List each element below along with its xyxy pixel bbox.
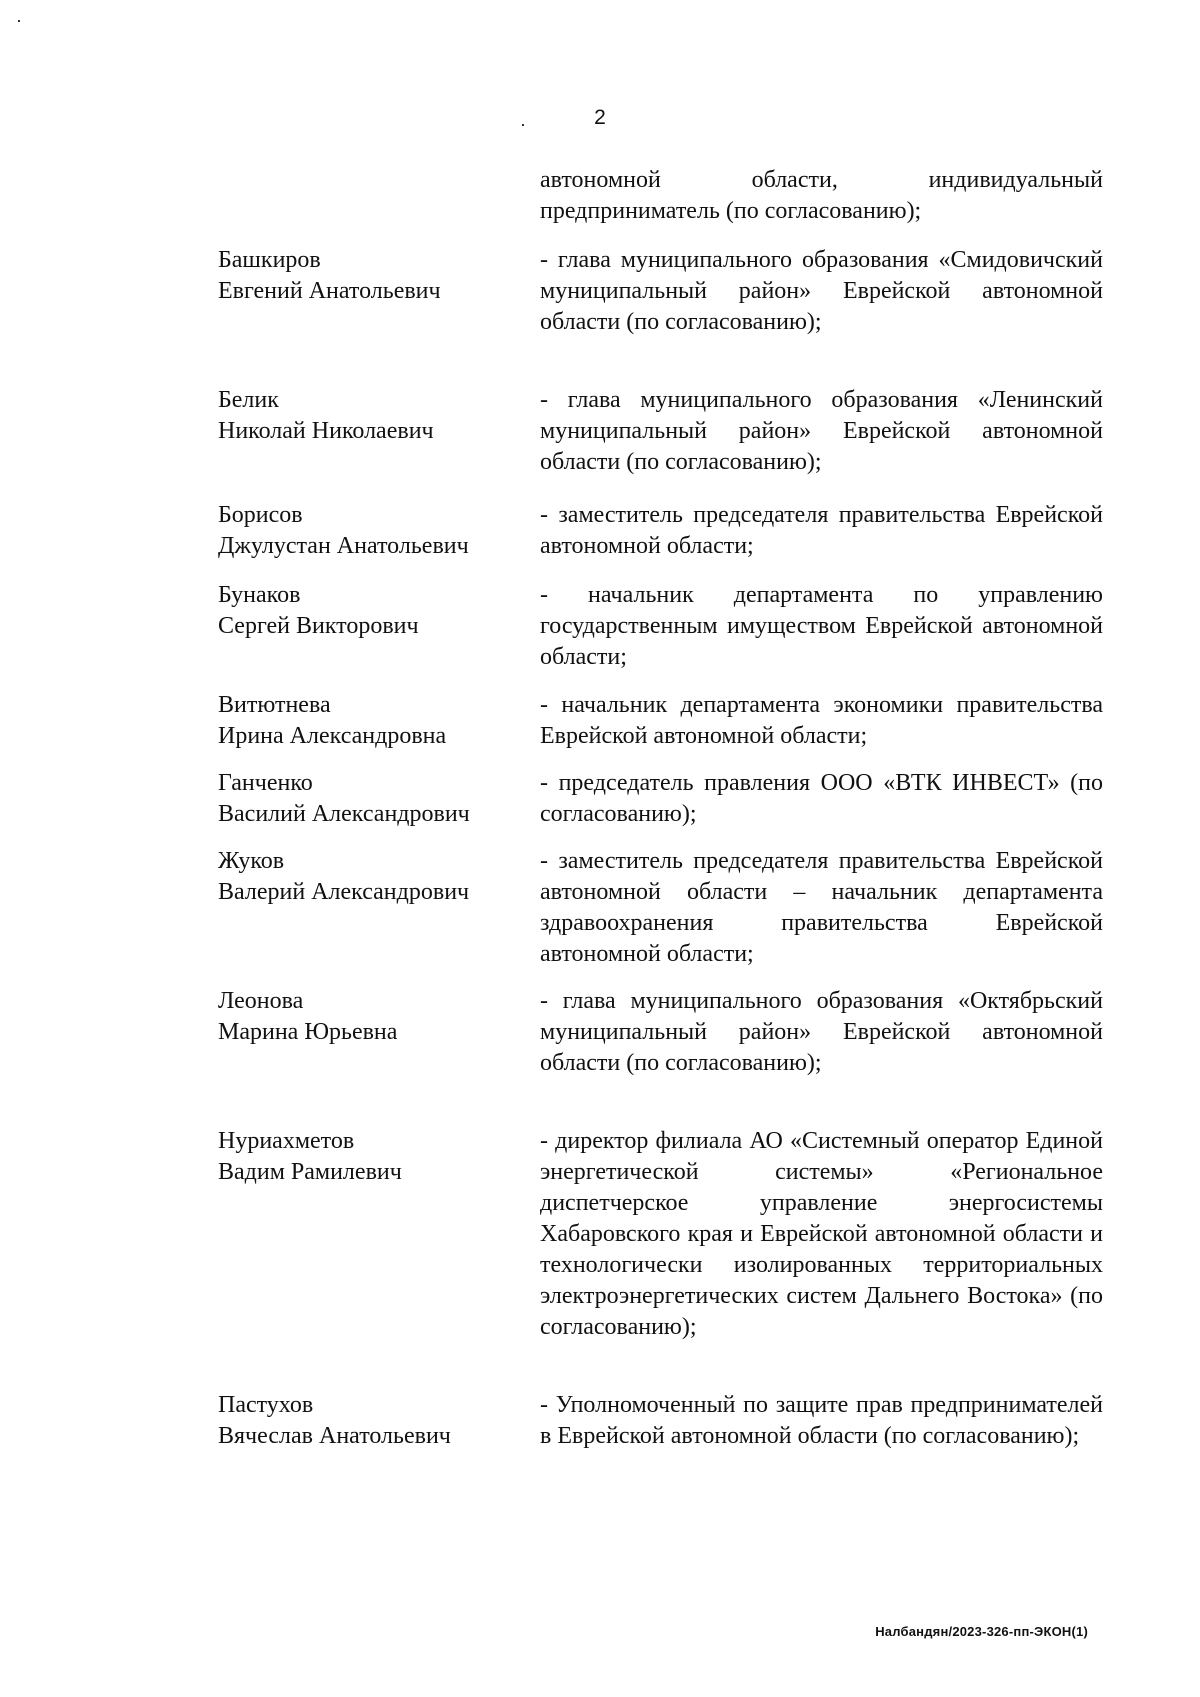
member-surname: Белик (218, 387, 279, 413)
member-position: - глава муниципального образования «Смидовичский муниципальный район» Еврейской автономной области (по согласованию); (540, 247, 1103, 335)
member-position: - председатель правления ООО «ВТК ИНВЕСТ» (по согласованию); (540, 770, 1103, 827)
member-name (218, 1126, 518, 1188)
member-surname: Борисов (218, 502, 303, 528)
member-surname: Пастухов (218, 1392, 314, 1418)
member-surname: Нуриахметов (218, 1128, 355, 1154)
member-name (218, 385, 518, 447)
intro-text: автономной области, индивидуальный предприниматель (по согласованию); (540, 167, 1103, 224)
member-position: - глава муниципального образования «Октябрьский муниципальный район» Еврейской автономной области (по согласованию); (540, 988, 1103, 1076)
member-given-names: Вячеслав Анатольевич (218, 1423, 451, 1449)
member-name (218, 245, 518, 307)
member-name (218, 846, 518, 908)
member-given-names: Марина Юрьевна (218, 1019, 398, 1045)
member-surname: Леонова (218, 988, 304, 1014)
member-position: - заместитель председателя правительства Еврейской автономной области; (540, 502, 1103, 559)
member-given-names: Сергей Викторович (218, 613, 419, 639)
member-surname: Бунаков (218, 582, 301, 608)
member-given-names: Вадим Рамилевич (218, 1159, 402, 1185)
member-surname: Башкиров (218, 247, 321, 273)
member-name (218, 768, 518, 830)
member-given-names: Николай Николаевич (218, 418, 434, 444)
member-surname: Ганченко (218, 770, 313, 796)
document-code: Налбандян/2023-326-пп-ЭКОН(1) (875, 1624, 1088, 1639)
member-position: - глава муниципального образования «Ленинский муниципальный район» Еврейской автономной области (по согласованию); (540, 387, 1103, 475)
member-given-names: Ирина Александровна (218, 723, 447, 749)
member-given-names: Василий Александрович (218, 801, 470, 827)
member-given-names: Евгений Анатольевич (218, 278, 441, 304)
member-given-names: Валерий Александрович (218, 879, 470, 905)
member-name (218, 986, 518, 1048)
member-name (218, 580, 518, 642)
member-name (218, 1390, 518, 1452)
member-surname: Витютнева (218, 692, 331, 718)
member-surname: Жуков (218, 848, 285, 874)
member-position: - заместитель председателя правительства Еврейской автономной области – начальник департамента здравоохранения правительства Еврейской автономной области; (540, 848, 1103, 967)
page-number: 2 (594, 106, 606, 129)
member-name (218, 690, 518, 752)
member-position: - директор филиала АО «Системный оператор Единой энергетической системы» «Региональное диспетчерское управление энергосистемы Хабаровского края и Еврейской автономной области и технологически изолированных территориальных электроэнергетических систем Дальнего Востока» (по согласованию); (540, 1128, 1103, 1340)
member-name (218, 500, 518, 562)
member-given-names: Джулустан Анатольевич (218, 533, 469, 559)
scan-speck (18, 20, 20, 22)
member-position: - начальник департамента по управлению государственным имуществом Еврейской автономной области; (540, 582, 1103, 670)
member-position: - Уполномоченный по защите прав предпринимателей в Еврейской автономной области (по согласованию); (540, 1392, 1103, 1449)
member-position: - начальник департамента экономики правительства Еврейской автономной области; (540, 692, 1103, 749)
